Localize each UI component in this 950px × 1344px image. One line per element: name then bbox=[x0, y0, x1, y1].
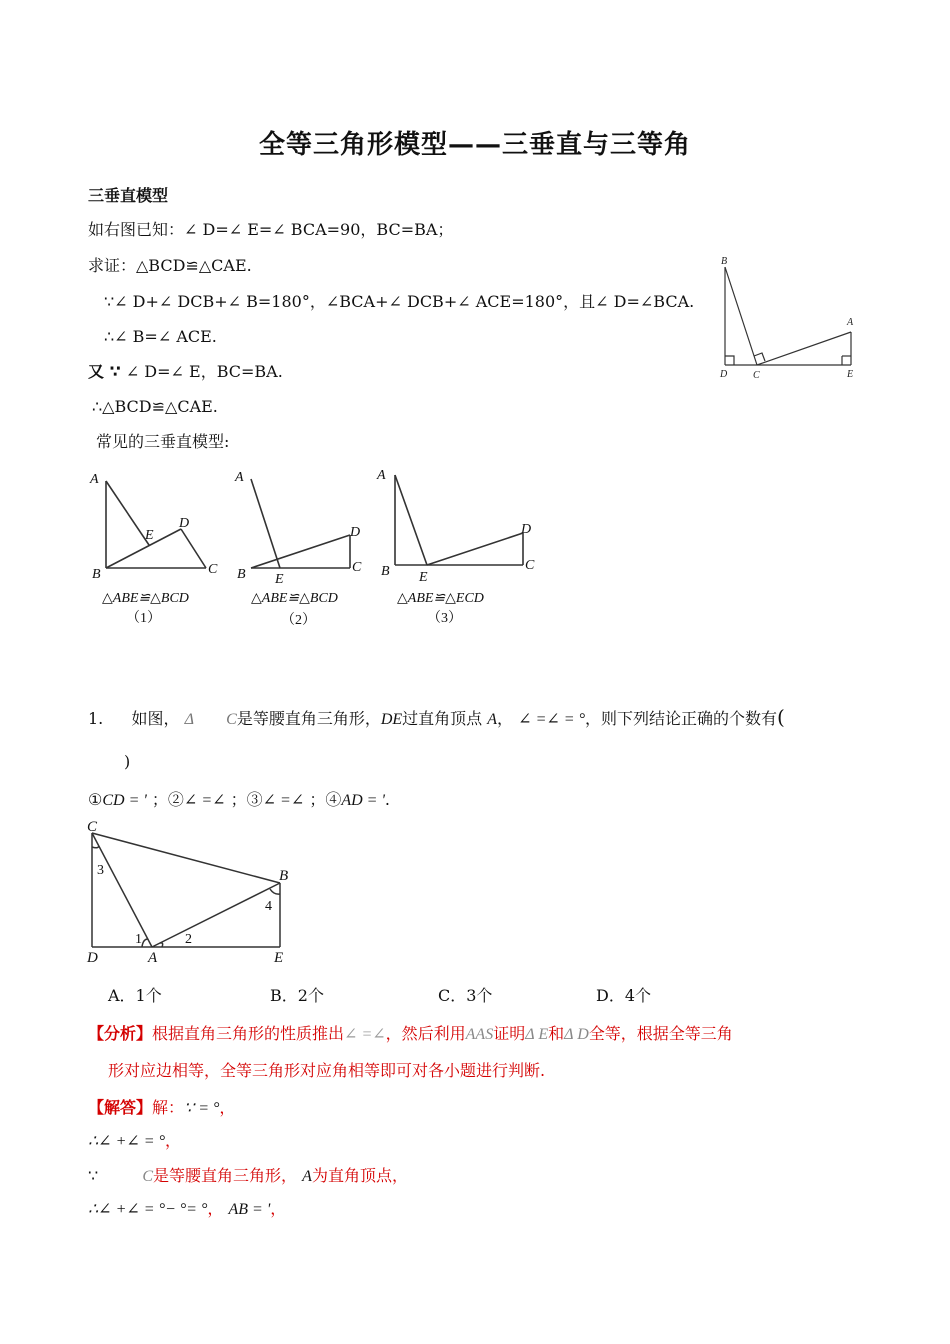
question-figure bbox=[82, 815, 312, 965]
segment-bc bbox=[725, 267, 757, 365]
analysis-math-4: Δ D bbox=[564, 1026, 589, 1043]
analysis-text-3: 证明 bbox=[493, 1024, 526, 1043]
option-c[interactable]: C．3个 bbox=[438, 986, 493, 1005]
q-text-2: 是等腰直角三角形， bbox=[236, 709, 381, 728]
m2-label-e: E bbox=[275, 572, 284, 587]
solution-tag: 【解答】 bbox=[88, 1098, 153, 1117]
solution-line-3 bbox=[88, 1166, 408, 1187]
solution-text-0: 解： bbox=[152, 1098, 185, 1117]
analysis-text-5: 全等，根据全等三角 bbox=[588, 1024, 733, 1043]
claim-2: ∠ =∠ bbox=[183, 792, 226, 809]
prove-text: 求证：△BCD≌△CAE. bbox=[88, 256, 252, 275]
solution-l4-end: ， bbox=[270, 1199, 287, 1218]
m2-label-a: A bbox=[235, 470, 244, 485]
label-c: C bbox=[753, 370, 760, 381]
question-number: 1. bbox=[88, 709, 104, 728]
analysis-text-4: 和 bbox=[548, 1024, 565, 1043]
claim-1: CD = ' bbox=[102, 792, 147, 809]
claim-3-marker: ；③ bbox=[230, 790, 263, 809]
question-claims bbox=[88, 790, 390, 811]
three-perpendicular-figure bbox=[715, 255, 865, 385]
solution-l4-sep: ， bbox=[207, 1199, 224, 1218]
solution-l1-end: ， bbox=[219, 1098, 236, 1117]
m1-label-b: B bbox=[92, 567, 101, 582]
option-b[interactable]: B．2个 bbox=[270, 986, 324, 1005]
section-heading: 三垂直模型 bbox=[88, 186, 169, 205]
q-text-4: ， bbox=[497, 709, 514, 728]
m3-label-b: B bbox=[381, 564, 390, 579]
given-text: 如右图已知：∠ D=∠ E=∠ BCA=90，BC=BA； bbox=[88, 220, 454, 239]
page-title: 全等三角形模型——三垂直与三等角 bbox=[258, 130, 691, 160]
q-paren-close: ) bbox=[124, 752, 131, 771]
claims-end: . bbox=[384, 790, 390, 809]
m2-label-d: D bbox=[350, 525, 361, 540]
segment-ca bbox=[757, 332, 851, 365]
analysis-text-1: 根据直角三角形的性质推出 bbox=[152, 1024, 345, 1043]
m1-label-a: A bbox=[90, 472, 99, 487]
right-angle-d bbox=[725, 356, 734, 365]
q-text-5: ，则下列结论正确的个数有 bbox=[584, 709, 777, 728]
m3-label-c: C bbox=[525, 558, 535, 573]
label-b: B bbox=[721, 256, 728, 267]
m1-label-d: D bbox=[179, 516, 190, 531]
m3-label-a: A bbox=[377, 468, 386, 483]
common-models-label: 常见的三垂直模型: bbox=[96, 432, 230, 451]
solution-l3-math2: A bbox=[302, 1168, 312, 1185]
q-math-5: ∠ =∠ = ° bbox=[518, 711, 585, 728]
question-line-1 bbox=[88, 707, 785, 730]
proof-step-4: ∴△BCD≌△CAE. bbox=[92, 397, 218, 416]
m2-number: （2） bbox=[281, 613, 316, 628]
model-1-figure bbox=[88, 465, 228, 625]
claim-1-marker: ① bbox=[88, 790, 103, 809]
q-math-3: DE bbox=[380, 711, 403, 728]
solution-math-4b: AB = ' bbox=[228, 1201, 271, 1218]
qfig-angle-3: 3 bbox=[97, 863, 104, 878]
m3-number: （3） bbox=[427, 611, 462, 626]
m1-caption: △ABE≌△BCD bbox=[102, 591, 189, 606]
model-3-figure bbox=[375, 465, 535, 625]
m1-label-e: E bbox=[145, 528, 154, 543]
label-e: E bbox=[847, 369, 854, 380]
solution-math-1: ∵ = ° bbox=[184, 1100, 220, 1117]
analysis-math-2: AAS bbox=[465, 1026, 494, 1043]
analysis-math-3: Δ E bbox=[525, 1026, 549, 1043]
label-d: D bbox=[720, 369, 728, 380]
m3-label-d: D bbox=[521, 522, 532, 537]
solution-l2-end: ， bbox=[164, 1131, 181, 1150]
proof-step-3 bbox=[88, 362, 283, 382]
q-text-3: 过直角顶点 bbox=[402, 709, 483, 728]
q-math-2: C bbox=[226, 711, 237, 728]
proof-step-1: ∵∠ D+∠ DCB+∠ B=180°，∠BCA+∠ DCB+∠ ACE=180°，且∠ D=∠BCA. bbox=[104, 292, 695, 311]
m1-number: （1） bbox=[126, 611, 161, 626]
since-symbol: 又 ∵ bbox=[88, 362, 121, 381]
claim-4-marker: ；④ bbox=[309, 790, 342, 809]
claim-3: ∠ =∠ bbox=[262, 792, 305, 809]
q-text-1: 如图， bbox=[131, 709, 180, 728]
m3-label-e: E bbox=[419, 570, 428, 585]
solution-line-2 bbox=[88, 1131, 181, 1152]
proof-step-2: ∴∠ B=∠ ACE. bbox=[104, 327, 217, 346]
solution-math-4: ∴∠ +∠ = °− °= ° bbox=[88, 1201, 208, 1218]
solution-l3-text: 是等腰直角三角形， bbox=[153, 1166, 298, 1185]
solution-l3-text2: 为直角顶点， bbox=[311, 1166, 408, 1185]
qfig-label-c: C bbox=[87, 819, 98, 835]
m3-caption: △ABE≌△ECD bbox=[397, 591, 484, 606]
analysis-tag: 【分析】 bbox=[88, 1024, 153, 1043]
label-a: A bbox=[847, 317, 854, 328]
solution-line-4 bbox=[88, 1199, 286, 1220]
analysis-line-2: 形对应边相等，全等三角形对应角相等即可对各小题进行判断. bbox=[108, 1061, 546, 1080]
claim-2-marker: ；② bbox=[151, 790, 184, 809]
model-2-figure bbox=[233, 465, 383, 628]
qfig-angle-2: 2 bbox=[185, 932, 192, 947]
analysis-text-2: ，然后利用 bbox=[385, 1024, 466, 1043]
m2-label-b: B bbox=[237, 567, 246, 582]
m2-label-c: C bbox=[352, 560, 362, 575]
solution-l3-math: C bbox=[142, 1168, 154, 1185]
solution-line-1 bbox=[88, 1098, 235, 1119]
q-math-1: Δ bbox=[184, 711, 194, 728]
solution-math-2: ∴∠ +∠ = ° bbox=[88, 1133, 165, 1150]
qfig-label-a: A bbox=[148, 950, 158, 966]
qfig-angle-4: 4 bbox=[265, 899, 272, 914]
claim-4: AD = ' bbox=[341, 792, 385, 809]
qfig-angle-1: 1 bbox=[135, 932, 142, 947]
m2-caption: △ABE≌△BCD bbox=[251, 591, 338, 606]
analysis-math-1: ∠ =∠ bbox=[344, 1026, 386, 1043]
option-d[interactable]: D．4个 bbox=[596, 986, 652, 1005]
solution-l3-since: ∵ bbox=[88, 1166, 99, 1185]
option-a[interactable]: A．1个 bbox=[108, 986, 162, 1005]
m1-label-c: C bbox=[208, 562, 218, 577]
qfig-label-b: B bbox=[279, 868, 289, 884]
q-math-4: A bbox=[487, 711, 498, 728]
analysis-line-1 bbox=[88, 1024, 733, 1045]
qfig-label-d: D bbox=[87, 950, 98, 966]
q-paren-open: ( bbox=[776, 705, 785, 729]
proof-step-3-text: ∠ D=∠ E，BC=BA. bbox=[125, 362, 283, 381]
qfig-label-e: E bbox=[274, 950, 284, 966]
